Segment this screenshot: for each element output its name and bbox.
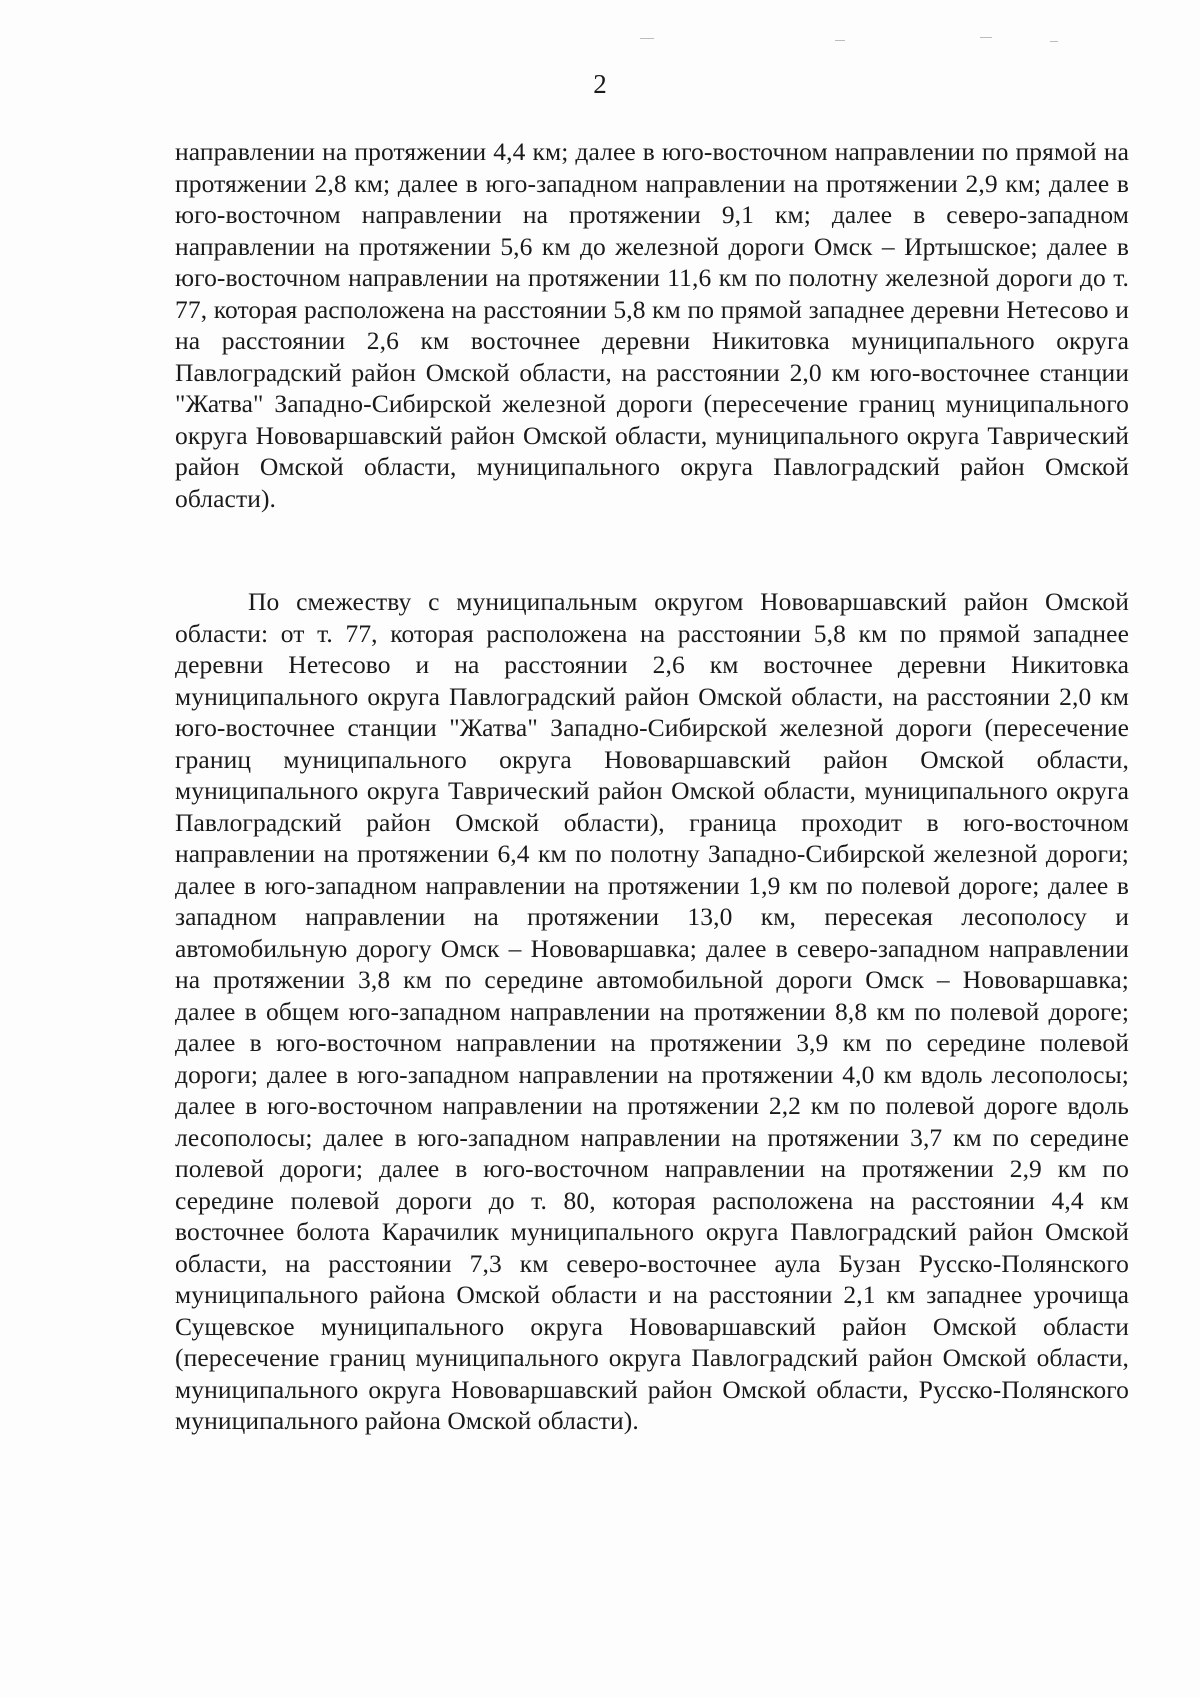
scan-speck [1050, 41, 1058, 42]
paragraph-boundary-continuation: направлении на протяжении 4,4 км; далее в юго-восточном направлении по прямой на протяжении 2,8 км; далее в юго-западном направлении на протяжении 2,9 км; далее в юго-восточном направлении на протяжении 9,1 км; далее в северо-западном направлении на протяжении 5,6 км до железной дороги Омск – Иртышское; далее в юго-восточном направлении на протяжении 11,6 км по полотну железной дороги до т. 77, которая расположена на расстоянии 5,8 км по прямой западнее деревни Нетесово и на расстоянии 2,6 км восточнее деревни Никитовка муниципального округа Павлоградский район Омской области, на расстоянии 2,0 км юго-восточнее станции "Жатва" Западно-Сибирской железной дороги (пересечение границ муниципального округа Нововаршавский район Омской области, муниципального округа Таврический район Омской области, муниципального округа Павлоградский район Омской области). [175, 137, 1129, 513]
scan-speck [980, 37, 992, 38]
scan-speck [640, 38, 654, 39]
page-number: 2 [593, 69, 607, 99]
scan-speck [835, 40, 845, 41]
paragraph-boundary-novovarshavsky: По смежеству с муниципальным округом Нововаршавский район Омской области: от т. 77, которая расположена на расстоянии 5,8 км по прямой западнее деревни Нетесово и на расстоянии 2,6 км восточнее деревни Никитовка муниципального округа Павлоградский район Омской области, на расстоянии 2,0 км юго-восточнее станции "Жатва" Западно-Сибирской железной дороги (пересечение границ муниципального округа Нововаршавский район Омской области, муниципального округа Таврический район Омской области, муниципального округа Павлоградский район Омской области), граница проходит в юго-восточном направлении на протяжении 6,4 км по полотну Западно-Сибирской железной дороги; далее в юго-западном направлении на протяжении 1,9 км по полевой дороге; далее в западном направлении на протяжении 13,0 км, пересекая лесополосу и автомобильную дорогу Омск – Нововаршавка; далее в северо-западном направлении на протяжении 3,8 км по середине автомобильной дороги Омск – Нововаршавка; далее в общем юго-западном направлении на протяжении 8,8 км по полевой дороге; далее в юго-восточном направлении на протяжении 3,9 км по середине полевой дороги; далее в юго-западном направлении на протяжении 4,0 км вдоль лесополосы; далее в юго-восточном направлении на протяжении 2,2 км по полевой дороге вдоль лесополосы; далее в юго-западном направлении на протяжении 3,7 км по середине полевой дороги; далее в юго-восточном направлении на протяжении 2,9 км по середине полевой дороги до т. 80, которая расположена на расстоянии 4,4 км восточнее болота Карачилик муниципального округа Павлоградский район Омской области, на расстоянии 7,3 км северо-восточнее аула Бузан Русско-Полянского муниципального района Омской области и на расстоянии 2,1 км западнее урочища Сущевское муниципального округа Нововаршавский район Омской области (пересечение границ муниципального округа Павлоградский район Омской области, муниципального округа Нововаршавский район Омской области, Русско-Полянского муниципального района Омской области). [175, 587, 1129, 1435]
